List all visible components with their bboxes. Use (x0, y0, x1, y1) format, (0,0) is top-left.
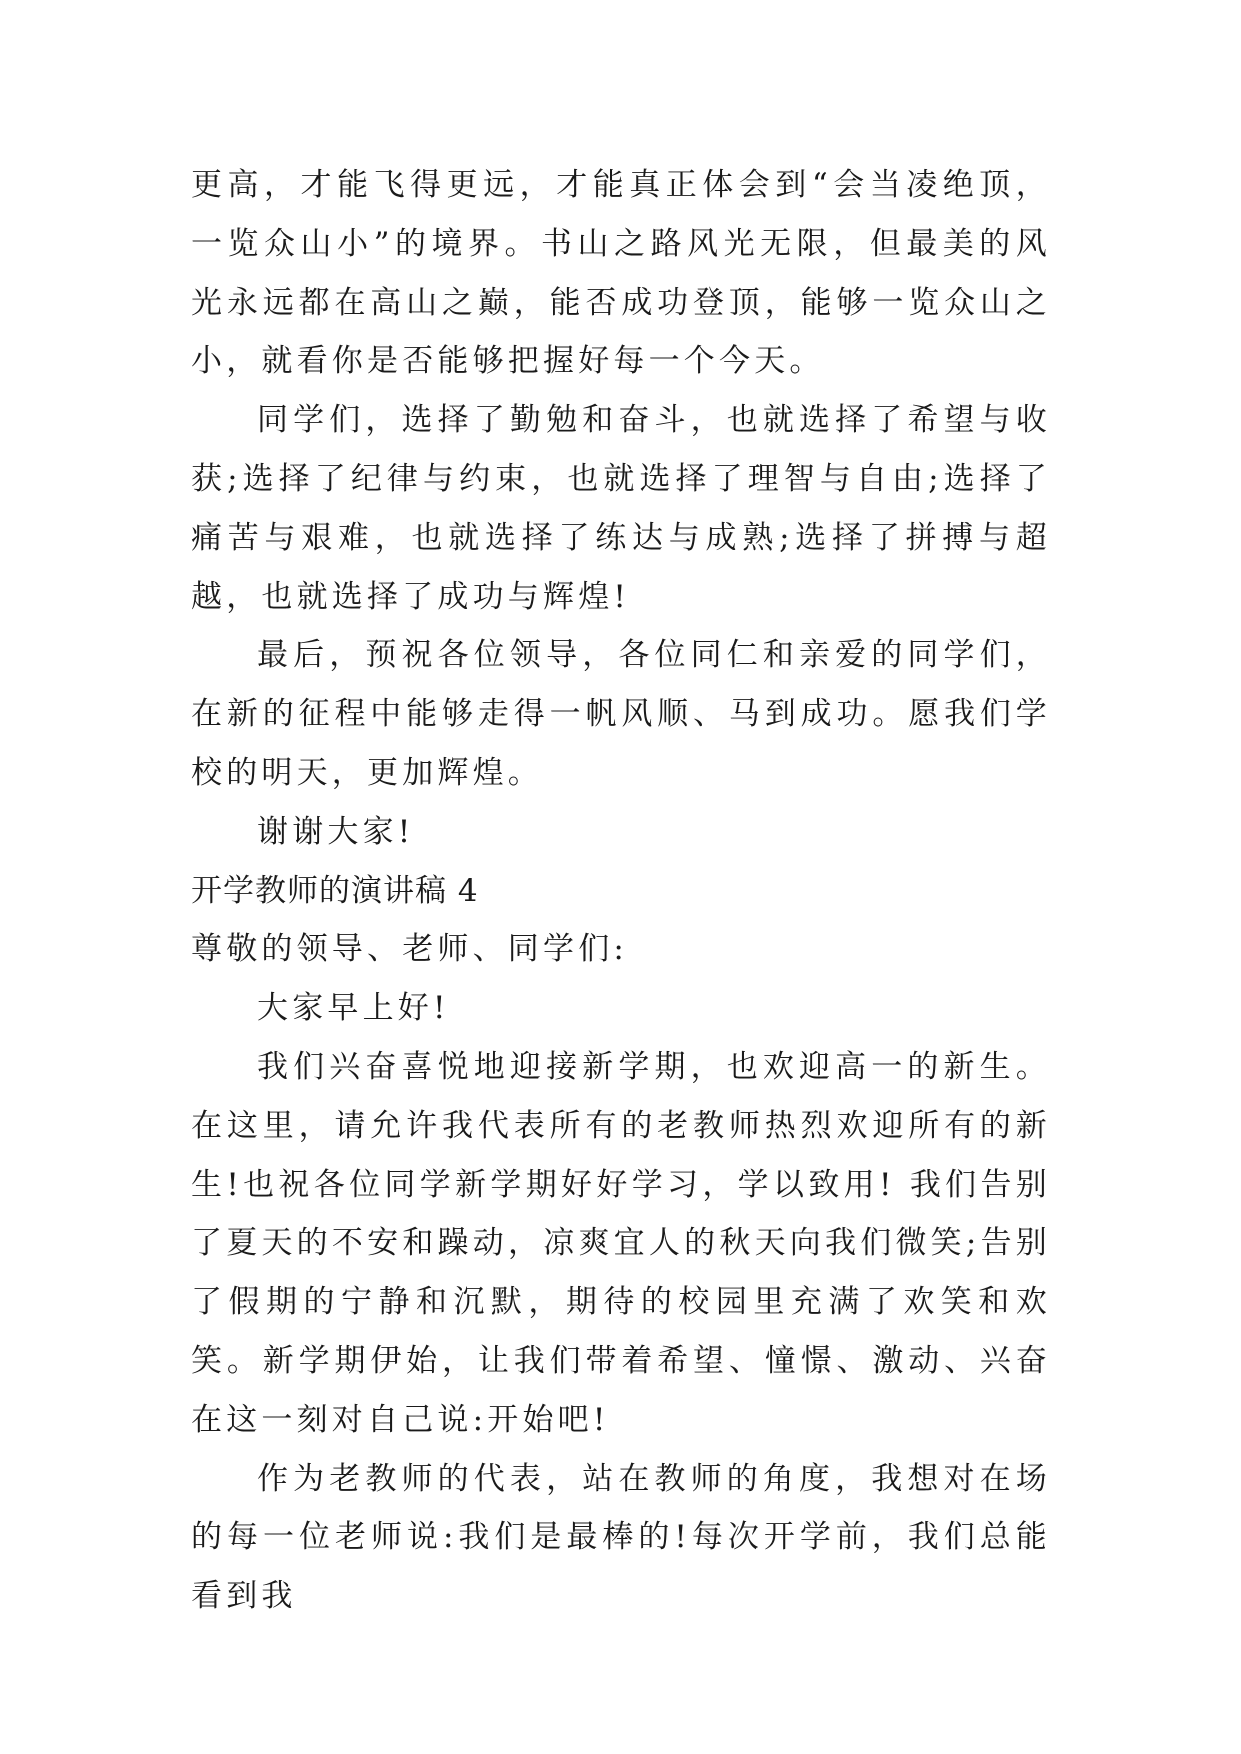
paragraph-closing-wishes: 最后，预祝各位领导，各位同仁和亲爱的同学们，在新的征程中能够走得一帆风顺、马到成功。愿我们学校的明天，更加辉煌。 (191, 637, 1051, 791)
paragraph-continuation: 更高，才能飞得更远，才能真正体会到“会当凌绝顶，一览众山小”的境界。书山之路风光无限，但最美的风光永远都在高山之巅，能否成功登顶，能够一览众山之小，就看你是否能够把握好每一个今天。 (191, 167, 1051, 380)
paragraph-welcome: 我们兴奋喜悦地迎接新学期，也欢迎高一的新生。在这里，请允许我代表所有的老教师热烈欢迎所有的新生!也祝各位同学新学期好好学习，学以致用! 我们告别了夏天的不安和躁动，凉爽宜人的秋天向我们微笑;告别了假期的宁静和沉默，期待的校园里充满了欢笑和欢笑。新学期伊始，让我们带着希望、憧憬、激动、兴奋在这一刻对自己说:开始吧! (191, 1048, 1051, 1438)
paragraph-thanks: 谢谢大家! (257, 813, 415, 850)
document-body (191, 156, 1051, 1626)
paragraph-choices: 同学们，选择了勤勉和奋斗，也就选择了希望与收获;选择了纪律与约束，也就选择了理智与自由;选择了痛苦与艰难，也就选择了练达与成熟;选择了拼搏与超越，也就选择了成功与辉煌! (191, 402, 1051, 615)
paragraph-teacher-message: 作为老教师的代表，站在教师的角度，我想对在场的每一位老师说:我们是最棒的!每次开学前，我们总能看到我 (191, 1460, 1051, 1615)
section-heading: 开学教师的演讲稿 4 (191, 872, 479, 909)
salutation: 尊敬的领导、老师、同学们: (191, 931, 629, 968)
paragraph-greeting: 大家早上好! (257, 990, 450, 1027)
